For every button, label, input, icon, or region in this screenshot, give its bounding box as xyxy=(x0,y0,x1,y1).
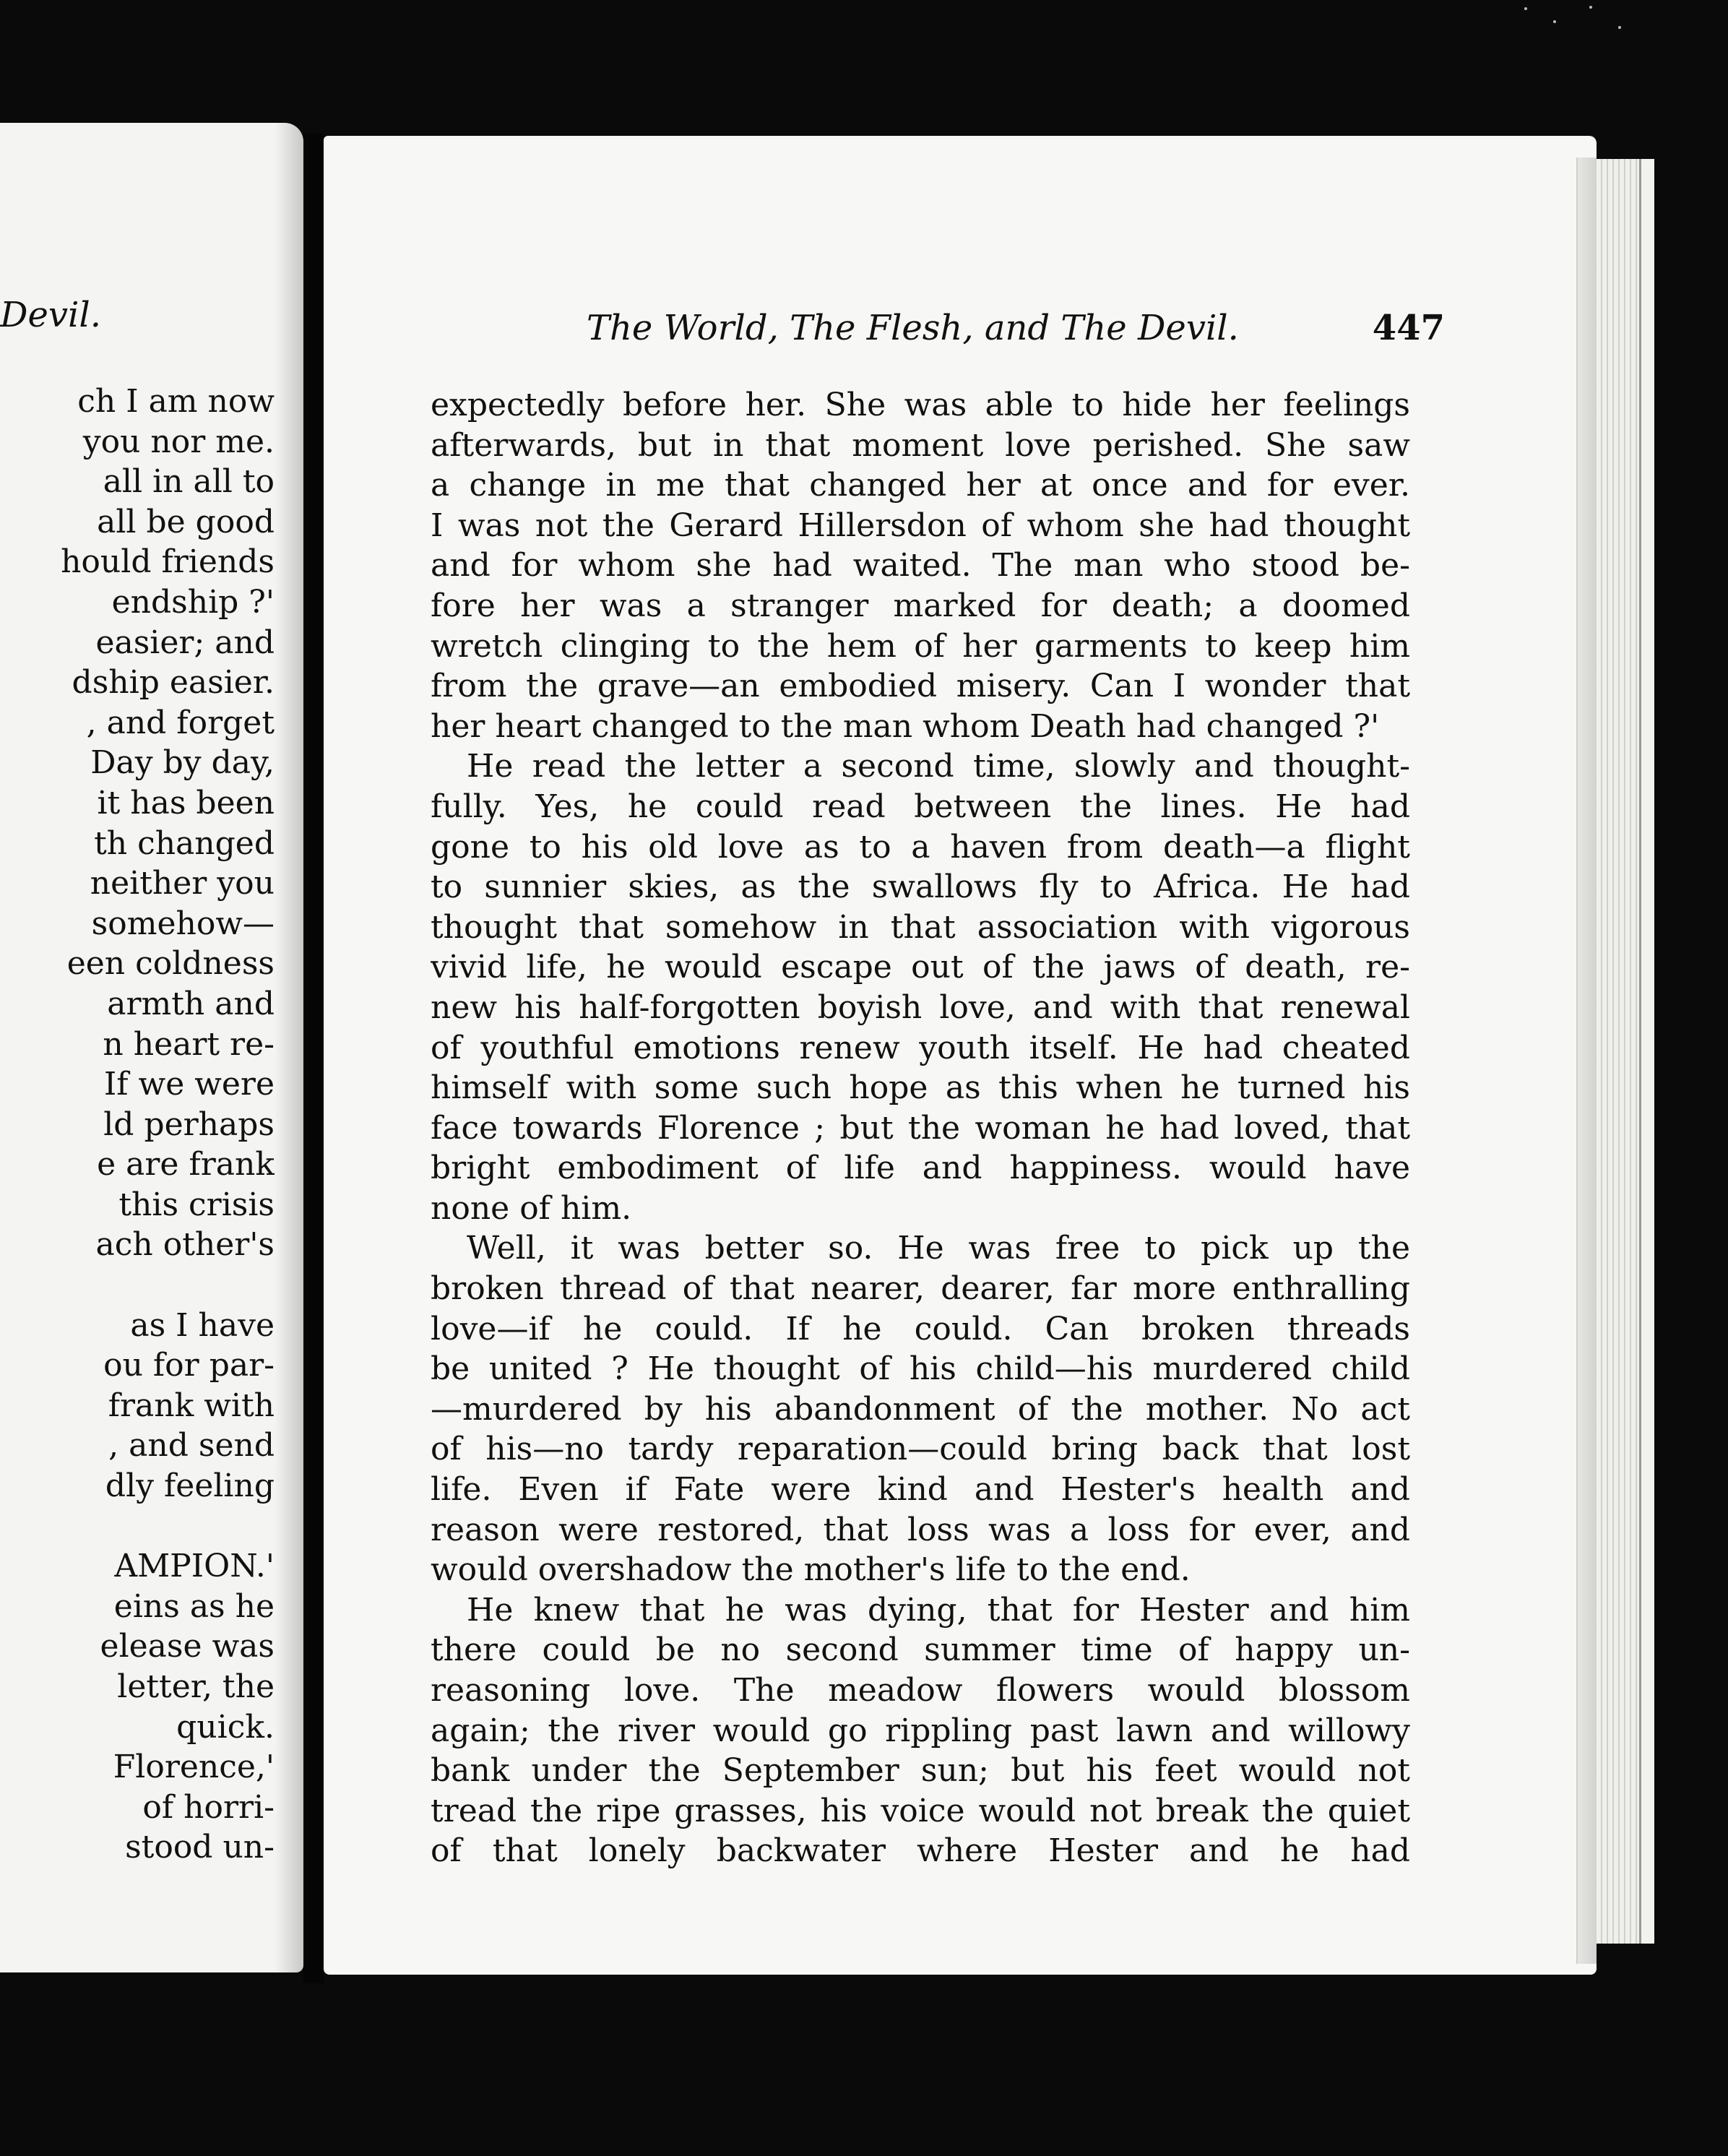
text-line: from the grave—an embodied misery. Can I wonder that xyxy=(431,668,1410,705)
text-line: would overshadow the mother's life to the end. xyxy=(431,1551,1191,1589)
text-line: afterwards, but in that moment love perished. She saw xyxy=(431,426,1410,464)
text-line: ch I am now xyxy=(77,383,275,420)
text-line: , and send xyxy=(108,1427,275,1465)
text-line: quick. xyxy=(176,1708,275,1746)
text-line: Day by day, xyxy=(90,744,275,782)
text-line: himself with some such hope as this when he turned his xyxy=(431,1069,1410,1107)
text-line: e are frank xyxy=(97,1146,275,1183)
text-line: frank with xyxy=(108,1387,275,1424)
dust-specks xyxy=(1510,0,1654,43)
text-line: thought that somehow in that association with vigorous xyxy=(431,908,1410,946)
text-line: ach other's xyxy=(95,1226,275,1264)
text-line: face towards Florence ; but the woman he had loved, that xyxy=(431,1109,1410,1147)
running-title: The World, The Flesh, and The Devil. xyxy=(587,308,1239,348)
text-line: letter, the xyxy=(117,1668,275,1705)
text-line: you nor me. xyxy=(82,423,275,460)
text-line: bright embodiment of life and happiness. would have xyxy=(431,1150,1410,1187)
text-line: a change in me that changed her at once and for ever. xyxy=(431,467,1410,504)
text-line: be united ? He thought of his child—his murdered child xyxy=(431,1350,1410,1388)
page-edge-border xyxy=(1639,159,1654,1944)
text-line: ld perhaps xyxy=(103,1105,275,1143)
text-line: tread the ripe grasses, his voice would not break the quiet xyxy=(431,1792,1410,1829)
text-line: AMPION.' xyxy=(114,1548,275,1585)
text-line: I was not the Gerard Hillersdon of whom she had thought xyxy=(431,506,1410,544)
text-line: this crisis xyxy=(118,1186,275,1223)
text-line: n heart re- xyxy=(103,1025,275,1063)
text-line: bank under the September sun; but his feet would not xyxy=(431,1752,1410,1790)
text-line: again; the river would go rippling past lawn and willowy xyxy=(431,1712,1410,1749)
text-line: ou for par- xyxy=(103,1347,275,1384)
text-line: there could be no second summer time of happy un- xyxy=(431,1631,1410,1669)
paragraph-start-line: He knew that he was dying, that for Hester and him xyxy=(467,1591,1410,1629)
speck xyxy=(1524,7,1527,10)
text-line: dship easier. xyxy=(72,664,275,702)
text-line: of that lonely backwater where Hester and he had xyxy=(431,1832,1410,1870)
body-text xyxy=(431,385,1410,1871)
text-line: reason were restored, that loss was a loss for ever, and xyxy=(431,1511,1410,1548)
paragraph-start-line: He read the letter a second time, slowly and thought- xyxy=(467,748,1410,785)
speck xyxy=(1618,26,1621,29)
text-line: her heart changed to the man whom Death had changed ?' xyxy=(431,707,1380,745)
right-page xyxy=(324,136,1597,1975)
text-line: reasoning love. The meadow flowers would blossom xyxy=(431,1672,1410,1709)
text-line: stood un- xyxy=(125,1829,275,1866)
book-spine xyxy=(303,134,324,1983)
speck xyxy=(1553,20,1556,23)
text-line: somehow— xyxy=(91,905,275,942)
text-line: expectedly before her. She was able to hide her feelings xyxy=(431,387,1410,423)
text-line: een coldness xyxy=(66,945,275,983)
text-line: gone to his old love as to a haven from death—a flight xyxy=(431,828,1410,866)
text-line: all be good xyxy=(97,503,275,540)
text-line: it has been xyxy=(97,784,275,822)
left-page xyxy=(0,123,303,1972)
left-running-head: Devil. xyxy=(0,295,101,335)
text-line: , and forget xyxy=(86,704,275,741)
text-line: wretch clinging to the hem of her garments to keep him xyxy=(431,627,1410,665)
text-line: If we were xyxy=(103,1066,275,1103)
text-line: of youthful emotions renew youth itself. He had cheated xyxy=(431,1029,1410,1066)
text-line: vivid life, he would escape out of the jaws of death, re- xyxy=(431,949,1410,986)
text-line: love—if he could. If he could. Can broken threads xyxy=(431,1310,1410,1348)
text-line: Florence,' xyxy=(113,1748,275,1786)
left-page-text xyxy=(0,381,275,1868)
text-line: none of him. xyxy=(431,1189,632,1227)
text-line: dly feeling xyxy=(105,1467,275,1505)
text-line: of his—no tardy reparation—could bring back that lost xyxy=(431,1431,1410,1468)
text-line xyxy=(0,1265,275,1306)
text-line: of horri- xyxy=(142,1788,275,1826)
text-line: armth and xyxy=(107,985,275,1022)
page-fore-edge xyxy=(1576,158,1597,1964)
paragraph-start-line: Well, it was better so. He was free to pick up the xyxy=(467,1230,1410,1267)
running-head xyxy=(587,308,1445,358)
text-line: fully. Yes, he could read between the lines. He had xyxy=(431,788,1410,825)
text-line: all in all to xyxy=(103,463,275,501)
text-line: as I have xyxy=(130,1306,275,1344)
gutter-shadow xyxy=(275,123,303,1972)
text-line: to sunnier skies, as the swallows fly to Africa. He had xyxy=(431,868,1410,906)
text-line: elease was xyxy=(100,1628,275,1665)
speck xyxy=(1589,6,1592,9)
text-line: new his half-forgotten boyish love, and with that renewal xyxy=(431,988,1410,1026)
page-number: 447 xyxy=(1372,308,1445,348)
text-line: fore her was a stranger marked for death; a doomed xyxy=(431,587,1410,624)
text-line: and for whom she had waited. The man who stood be- xyxy=(431,547,1410,585)
text-line: th changed xyxy=(94,824,275,862)
text-line: hould friends xyxy=(61,543,275,581)
text-line: easier; and xyxy=(95,624,275,661)
text-line: life. Even if Fate were kind and Hester's health and xyxy=(431,1471,1410,1509)
text-line: —murdered by his abandonment of the mother. No act xyxy=(431,1390,1410,1428)
text-line: endship ?' xyxy=(111,583,275,621)
text-line: eins as he xyxy=(113,1587,275,1625)
text-line: broken thread of that nearer, dearer, far more enthralling xyxy=(431,1270,1410,1308)
page-edges xyxy=(1597,159,1654,1944)
text-line: neither you xyxy=(90,865,275,902)
text-line xyxy=(0,1506,275,1547)
